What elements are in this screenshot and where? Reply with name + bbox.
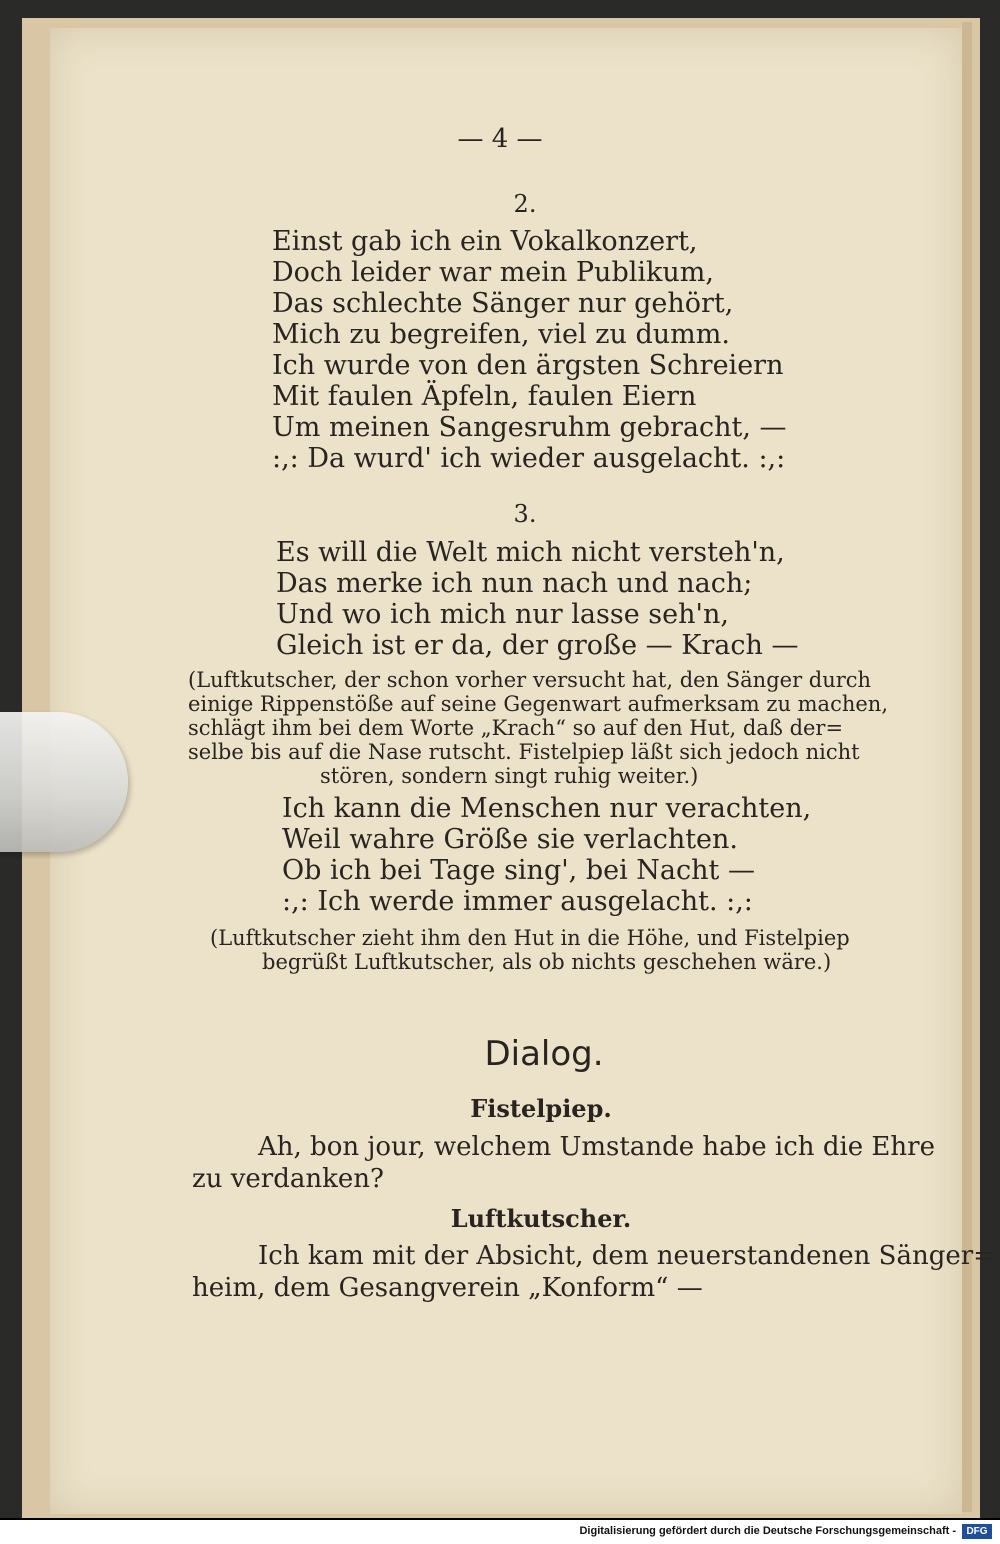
dialog-line: zu verdanken?: [192, 1164, 384, 1194]
speaker-name: Fistelpiep.: [470, 1094, 612, 1123]
verse-line: Mich zu begreifen, viel zu dumm.: [272, 319, 730, 350]
verse-line: Ich wurde von den ärgsten Schreiern: [272, 350, 784, 381]
stage-direction-line: stören, sondern singt ruhig weiter.): [320, 764, 699, 788]
page-number: — 4 —: [457, 124, 543, 154]
verse-line: Einst gab ich ein Vokalkonzert,: [272, 226, 698, 257]
footer-bar: [0, 1520, 1000, 1544]
verse-line: Mit faulen Äpfeln, faulen Eiern: [272, 381, 697, 412]
stage-direction-line: schlägt ihm bei dem Worte „Krach“ so auf den Hut, daß der=: [188, 716, 844, 740]
verse-line: Ich kann die Menschen nur verachten,: [282, 793, 812, 824]
verse-line: Es will die Welt mich nicht versteh'n,: [276, 537, 785, 568]
stanza-number-2: 2.: [513, 190, 537, 218]
verse-line: Gleich ist er da, der große — Krach —: [276, 630, 799, 661]
funding-credit: Digitalisierung gefördert durch die Deutsche Forschungsgemeinschaft -: [579, 1525, 956, 1537]
section-heading: Dialog.: [484, 1034, 604, 1074]
verse-line: Doch leider war mein Publikum,: [272, 257, 714, 288]
dialog-line: Ich kam mit der Absicht, dem neuerstandenen Sänger=: [258, 1241, 995, 1271]
stage-direction-line: (Luftkutscher, der schon vorher versucht hat, den Sänger durch: [188, 668, 872, 692]
stanza-number-3: 3.: [513, 500, 537, 528]
verse-line: :,: Ich werde immer ausgelacht. :,:: [282, 886, 753, 917]
dialog-line: heim, dem Gesangverein „Konform“ —: [192, 1273, 703, 1303]
stage-direction-line: einige Rippenstöße auf seine Gegenwart aufmerksam zu machen,: [188, 692, 888, 716]
stage-direction-line: begrüßt Luftkutscher, als ob nichts geschehen wäre.): [262, 950, 832, 974]
verse-line: Um meinen Sangesruhm gebracht, —: [272, 412, 787, 443]
verse-line: Das schlechte Sänger nur gehört,: [272, 288, 734, 319]
verse-line: Das merke ich nun nach und nach;: [276, 568, 753, 599]
stage-direction-line: selbe bis auf die Nase rutscht. Fistelpiep läßt sich jedoch nicht: [188, 740, 860, 764]
verse-line: Weil wahre Größe sie verlachten.: [282, 824, 739, 855]
page-edge: [962, 22, 972, 1512]
verse-line: Ob ich bei Tage sing', bei Nacht —: [282, 855, 755, 886]
verse-line: Und wo ich mich nur lasse seh'n,: [276, 599, 729, 630]
dialog-line: Ah, bon jour, welchem Umstande habe ich die Ehre: [258, 1132, 935, 1162]
speaker-name: Luftkutscher.: [450, 1204, 632, 1233]
stage-direction-line: (Luftkutscher zieht ihm den Hut in die Höhe, und Fistelpiep: [210, 926, 850, 950]
verse-line: :,: Da wurd' ich wieder ausgelacht. :,:: [272, 443, 786, 474]
dfg-logo-icon: DFG: [962, 1524, 992, 1539]
